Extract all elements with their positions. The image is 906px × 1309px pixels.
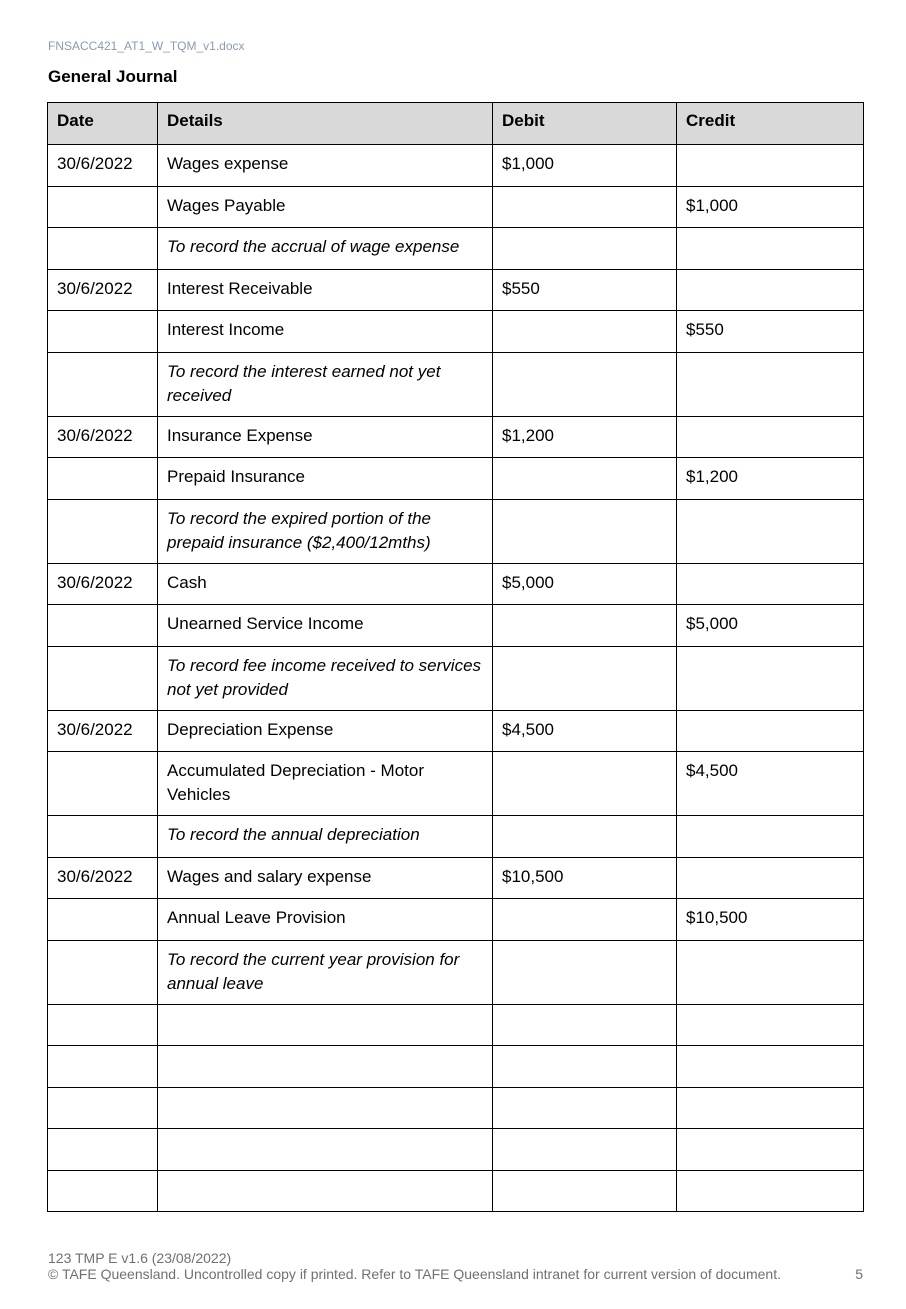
debit-cell: $10,500 (493, 857, 677, 899)
date-cell (48, 1004, 158, 1046)
credit-cell (677, 1170, 864, 1212)
debit-cell (493, 186, 677, 228)
table-row (48, 186, 864, 228)
date-cell (48, 816, 158, 858)
credit-cell (677, 940, 864, 1004)
credit-cell (677, 1087, 864, 1129)
column-header-details: Details (158, 103, 493, 145)
date-cell: 30/6/2022 (48, 145, 158, 187)
table-row (48, 416, 864, 458)
date-cell (48, 752, 158, 816)
date-cell: 30/6/2022 (48, 269, 158, 311)
credit-cell (677, 710, 864, 752)
template-version: 123 TMP E v1.6 (23/08/2022) (48, 1250, 232, 1266)
credit-cell: $5,000 (677, 605, 864, 647)
details-cell (158, 1087, 493, 1129)
details-cell: Depreciation Expense (158, 710, 493, 752)
narration-cell: To record the expired portion of the prepaid insurance ($2,400/12mths) (158, 499, 493, 563)
credit-cell (677, 145, 864, 187)
details-cell (158, 1004, 493, 1046)
debit-cell (493, 352, 677, 416)
narration-cell: To record the annual depreciation (158, 816, 493, 858)
date-cell: 30/6/2022 (48, 563, 158, 605)
credit-cell (677, 269, 864, 311)
table-row (48, 1129, 864, 1171)
copyright-notice: © TAFE Queensland. Uncontrolled copy if printed. Refer to TAFE Queensland intranet for current version of document. (48, 1266, 781, 1282)
credit-cell: $10,500 (677, 899, 864, 941)
table-row (48, 269, 864, 311)
debit-cell (493, 605, 677, 647)
table-row (48, 710, 864, 752)
table-row (48, 646, 864, 710)
details-cell: Wages expense (158, 145, 493, 187)
debit-cell: $5,000 (493, 563, 677, 605)
table-row (48, 458, 864, 500)
date-cell (48, 1087, 158, 1129)
date-cell (48, 1129, 158, 1171)
narration-cell: To record the current year provision for annual leave (158, 940, 493, 1004)
date-cell (48, 228, 158, 270)
date-cell (48, 499, 158, 563)
debit-cell (493, 752, 677, 816)
table-row (48, 816, 864, 858)
debit-cell (493, 458, 677, 500)
debit-cell (493, 1087, 677, 1129)
table-row (48, 857, 864, 899)
table-row (48, 311, 864, 353)
credit-cell (677, 228, 864, 270)
debit-cell (493, 940, 677, 1004)
column-header-credit: Credit (677, 103, 864, 145)
debit-cell: $4,500 (493, 710, 677, 752)
details-cell: Unearned Service Income (158, 605, 493, 647)
debit-cell (493, 899, 677, 941)
table-row (48, 1170, 864, 1212)
credit-cell (677, 499, 864, 563)
details-cell (158, 1046, 493, 1088)
credit-cell (677, 646, 864, 710)
details-cell: Insurance Expense (158, 416, 493, 458)
date-cell (48, 1170, 158, 1212)
details-cell (158, 1170, 493, 1212)
table-row (48, 899, 864, 941)
table-row (48, 352, 864, 416)
credit-cell: $550 (677, 311, 864, 353)
date-cell (48, 458, 158, 500)
details-cell: Wages Payable (158, 186, 493, 228)
debit-cell (493, 816, 677, 858)
details-cell (158, 1129, 493, 1171)
debit-cell (493, 646, 677, 710)
document-footer (48, 1250, 781, 1282)
debit-cell (493, 1004, 677, 1046)
page-title: General Journal (48, 67, 178, 86)
details-cell: Cash (158, 563, 493, 605)
page-number: 5 (855, 1266, 863, 1282)
debit-cell (493, 228, 677, 270)
date-cell: 30/6/2022 (48, 710, 158, 752)
debit-cell (493, 311, 677, 353)
debit-cell (493, 499, 677, 563)
details-cell: Wages and salary expense (158, 857, 493, 899)
credit-cell (677, 1129, 864, 1171)
date-cell: 30/6/2022 (48, 857, 158, 899)
table-row (48, 228, 864, 270)
debit-cell (493, 1170, 677, 1212)
credit-cell (677, 1046, 864, 1088)
date-cell (48, 311, 158, 353)
general-journal-table (47, 102, 864, 1212)
date-cell (48, 605, 158, 647)
table-row (48, 752, 864, 816)
credit-cell (677, 857, 864, 899)
credit-cell (677, 352, 864, 416)
date-cell (48, 940, 158, 1004)
credit-cell (677, 416, 864, 458)
credit-cell: $4,500 (677, 752, 864, 816)
details-cell: Accumulated Depreciation - Motor Vehicles (158, 752, 493, 816)
credit-cell: $1,000 (677, 186, 864, 228)
date-cell (48, 352, 158, 416)
date-cell (48, 899, 158, 941)
table-row (48, 605, 864, 647)
date-cell (48, 646, 158, 710)
credit-cell (677, 816, 864, 858)
table-row (48, 940, 864, 1004)
table-row (48, 145, 864, 187)
debit-cell: $1,200 (493, 416, 677, 458)
date-cell: 30/6/2022 (48, 416, 158, 458)
table-header-row (48, 103, 864, 145)
details-cell: Interest Receivable (158, 269, 493, 311)
table-row (48, 1087, 864, 1129)
column-header-date: Date (48, 103, 158, 145)
debit-cell (493, 1129, 677, 1171)
narration-cell: To record the interest earned not yet received (158, 352, 493, 416)
details-cell: Interest Income (158, 311, 493, 353)
credit-cell (677, 1004, 864, 1046)
table-row (48, 563, 864, 605)
date-cell (48, 1046, 158, 1088)
table-row (48, 499, 864, 563)
narration-cell: To record the accrual of wage expense (158, 228, 493, 270)
debit-cell: $1,000 (493, 145, 677, 187)
column-header-debit: Debit (493, 103, 677, 145)
table-row (48, 1004, 864, 1046)
debit-cell (493, 1046, 677, 1088)
document-filename: FNSACC421_AT1_W_TQM_v1.docx (48, 39, 245, 53)
details-cell: Prepaid Insurance (158, 458, 493, 500)
details-cell: Annual Leave Provision (158, 899, 493, 941)
date-cell (48, 186, 158, 228)
table-row (48, 1046, 864, 1088)
narration-cell: To record fee income received to services not yet provided (158, 646, 493, 710)
credit-cell: $1,200 (677, 458, 864, 500)
debit-cell: $550 (493, 269, 677, 311)
credit-cell (677, 563, 864, 605)
